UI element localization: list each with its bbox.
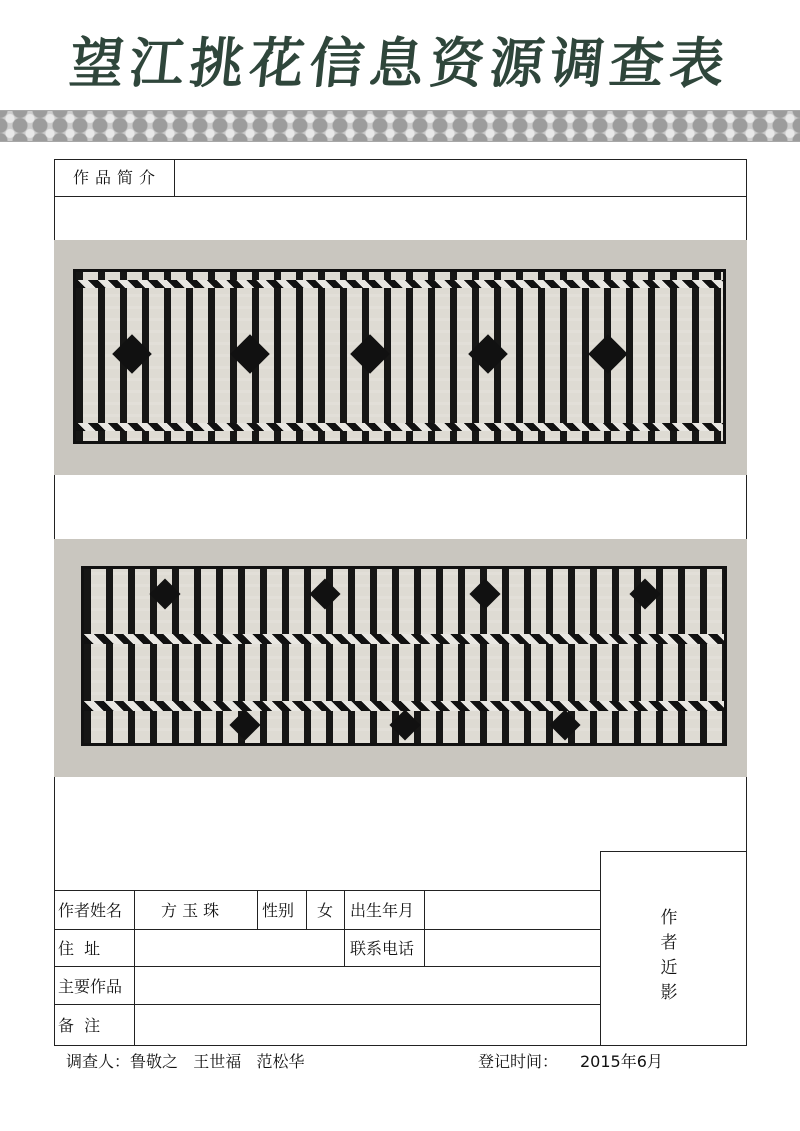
flower-motif xyxy=(389,709,420,740)
address-label: 住 址 xyxy=(58,939,101,958)
author-photo-label: 作 者 近 影 xyxy=(660,908,678,1003)
column-divider xyxy=(306,890,307,929)
flower-motif xyxy=(629,578,660,609)
intro-label: 作品简介 xyxy=(73,168,162,187)
gender-value: 女 xyxy=(317,901,334,920)
flower-motif xyxy=(230,334,270,374)
surveyors-value: 鲁敬之 王世福 范松华 xyxy=(130,1052,305,1071)
phone-label: 联系电话 xyxy=(350,939,415,958)
column-divider xyxy=(344,890,345,966)
flower-motif xyxy=(350,334,390,374)
page-title: 望江挑花信息资源调查表 xyxy=(66,31,734,95)
embroidery-photo-2 xyxy=(54,539,747,777)
works-field[interactable] xyxy=(135,967,600,1004)
pattern-border xyxy=(84,634,724,644)
date-value: 2015年6月 xyxy=(580,1052,663,1071)
phone-field[interactable] xyxy=(425,930,600,966)
date-label: 登记时间： xyxy=(478,1052,559,1071)
birth-field[interactable] xyxy=(425,891,600,928)
column-divider xyxy=(257,890,258,929)
decorative-band xyxy=(0,110,800,142)
flower-motif xyxy=(112,334,152,374)
embroidery-patch xyxy=(81,566,727,746)
intro-field[interactable] xyxy=(175,165,747,193)
notes-label: 备 注 xyxy=(58,1016,101,1035)
birth-label: 出生年月 xyxy=(350,901,415,920)
embroidery-photo-1 xyxy=(54,240,747,475)
notes-field[interactable] xyxy=(135,1005,600,1045)
author-name-value: 方 玉 珠 xyxy=(161,901,220,920)
flower-motif xyxy=(588,334,628,374)
flower-motif xyxy=(549,709,580,740)
surveyors-label: 调查人： xyxy=(66,1052,131,1071)
flower-motif xyxy=(309,578,340,609)
intro-divider xyxy=(54,196,747,197)
flower-motif xyxy=(469,578,500,609)
address-field[interactable] xyxy=(135,930,344,966)
flower-motif xyxy=(229,709,260,740)
zigzag-border xyxy=(76,423,723,431)
author-name-label: 作者姓名 xyxy=(58,901,123,920)
flower-motif xyxy=(149,578,180,609)
flower-motif xyxy=(468,334,508,374)
gender-label: 性别 xyxy=(262,901,295,920)
zigzag-border xyxy=(76,280,723,288)
works-label: 主要作品 xyxy=(58,977,123,996)
embroidery-patch xyxy=(73,269,726,444)
